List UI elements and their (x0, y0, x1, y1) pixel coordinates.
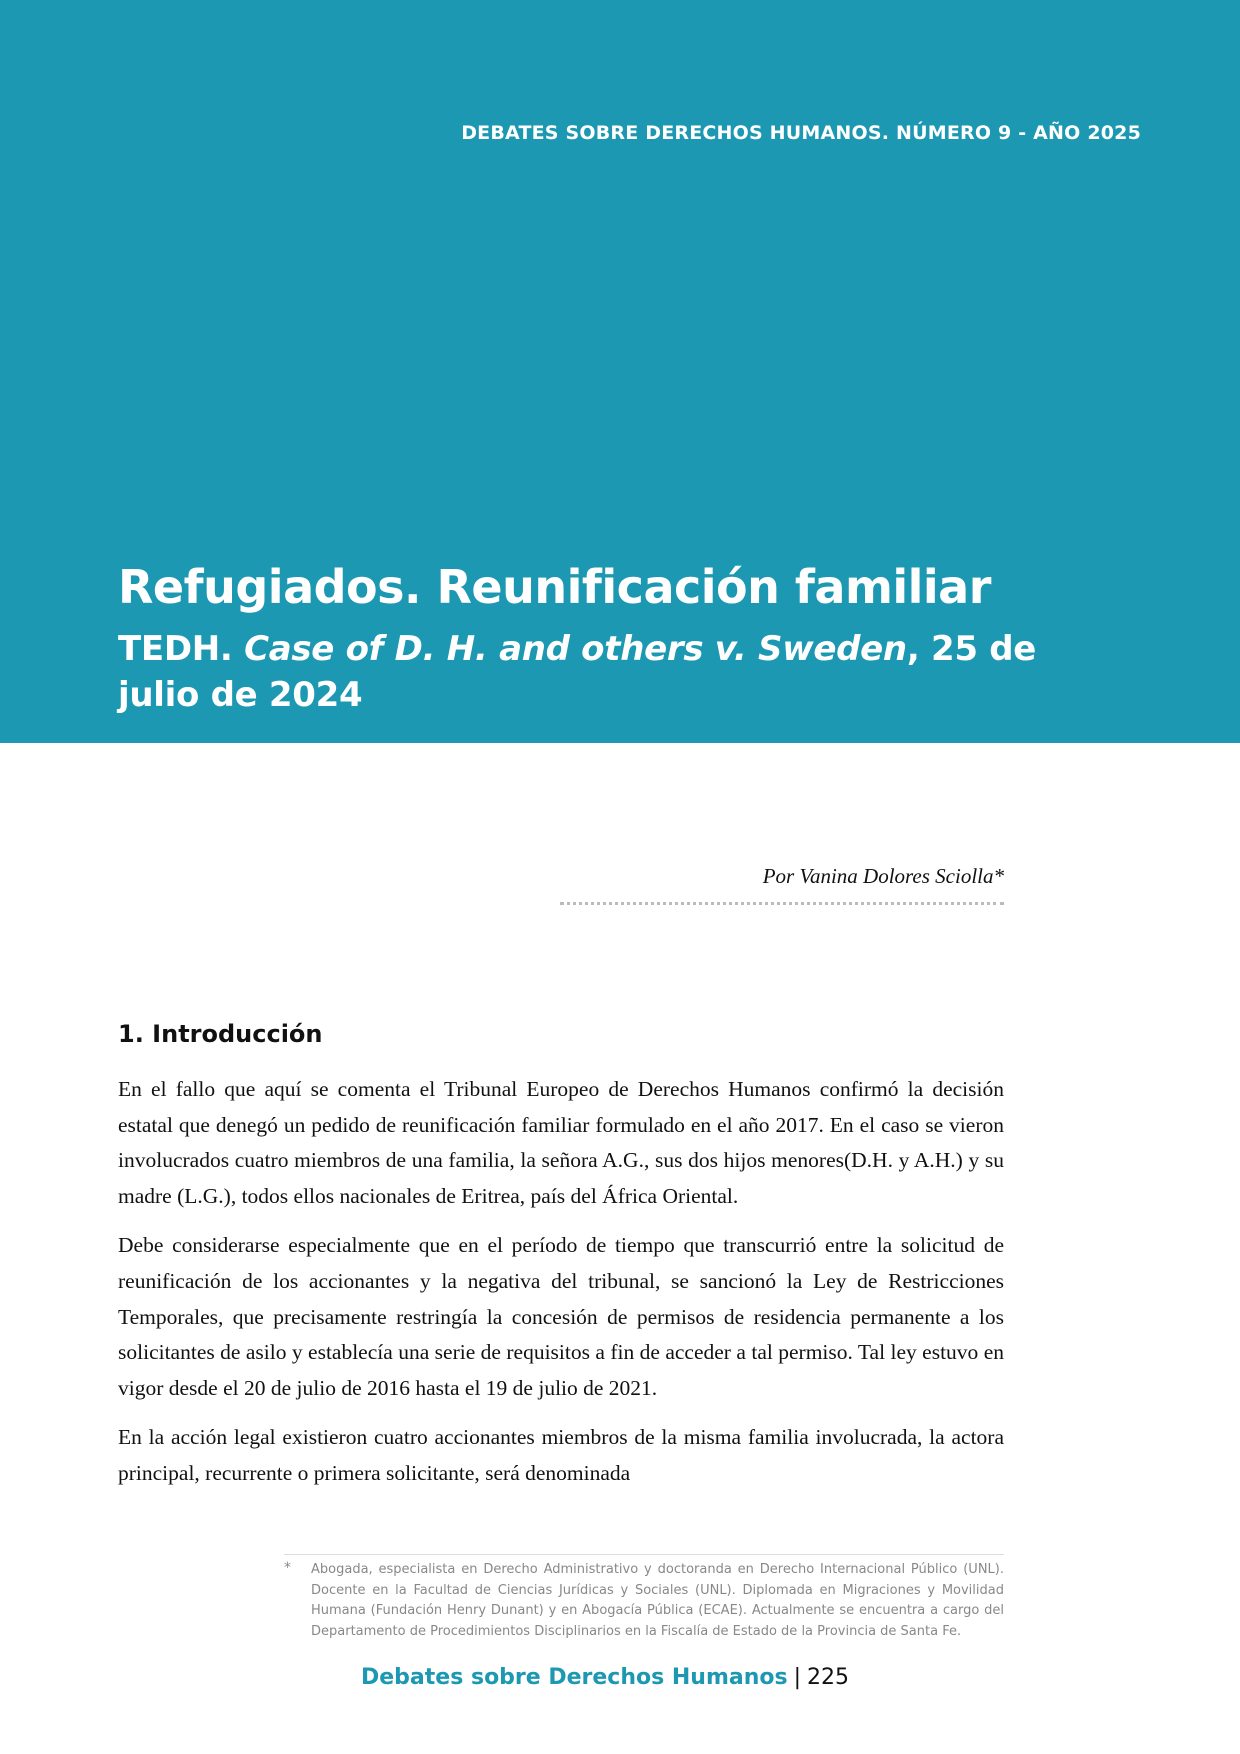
author-byline: Por Vanina Dolores Sciolla* (762, 864, 1004, 888)
header-banner (0, 0, 1240, 743)
dotted-divider (560, 902, 1004, 905)
page-number: 225 (807, 1665, 850, 1690)
page-footer (361, 1665, 849, 1690)
footnote-text: Abogada, especialista en Derecho Administrativo y doctoranda en Derecho Internacional Público (UNL). Docente en la Facultad de Ciencias Jurídicas y Sociales (UNL). Diplomada en Migraciones y Movilidad Humana (Fundación Henry Dunant) y en Abogacía Pública (ECAE). Actualmente se encuentra a cargo del Departamento de Procedimientos Disciplinarios en la Fiscalía de Estado de la Provincia de Santa Fe. (311, 1562, 1004, 1639)
footer-journal: Debates sobre Derechos Humanos (361, 1665, 788, 1690)
section-heading: 1. Introducción (118, 1020, 323, 1048)
journal-header: DEBATES SOBRE DERECHOS HUMANOS. NÚMERO 9 - AÑO 2025 (461, 122, 1141, 144)
paragraph: Debe considerarse especialmente que en el período de tiempo que transcurrió entre la solicitud de reunificación de los accionantes y la negativa del tribunal, se sancionó la Ley de Restricciones Temporales, que precisamente restringía la concesión de permisos de residencia permanente a los solicitantes de asilo y establecía una serie de requisitos a fin de acceder a tal permiso. Tal ley estuvo en vigor desde el 20 de julio de 2016 hasta el 19 de julio de 2021. (118, 1233, 1004, 1400)
footer-separator: | (793, 1665, 802, 1690)
paragraph: En el fallo que aquí se comenta el Tribunal Europeo de Derechos Humanos confirmó la decisión estatal que denegó un pedido de reunificación familiar formulado en el año 2017. En el caso se vieron involucrados cuatro miembros de una familia, la señora A.G., sus dos hijos menores(D.H. y A.H.) y su madre (L.G.), todos ellos nacionales de Eritrea, país del África Oriental. (118, 1077, 1004, 1208)
article-title: Refugiados. Reunificación familiar (118, 560, 991, 614)
footnote-marker: * (284, 1560, 291, 1576)
article-subtitle (118, 626, 1038, 718)
subtitle-date: , 25 de julio de 2024 (118, 629, 1037, 715)
footnote-divider (284, 1554, 1004, 1555)
subtitle-prefix: TEDH. (118, 629, 245, 669)
body-text (118, 1072, 1004, 1506)
paragraph: En la acción legal existieron cuatro accionantes miembros de la misma familia involucrada, la actora principal, recurrente o primera solicitante, será denominada (118, 1425, 1004, 1485)
case-name: Case of D. H. and others v. Sweden (244, 629, 907, 669)
